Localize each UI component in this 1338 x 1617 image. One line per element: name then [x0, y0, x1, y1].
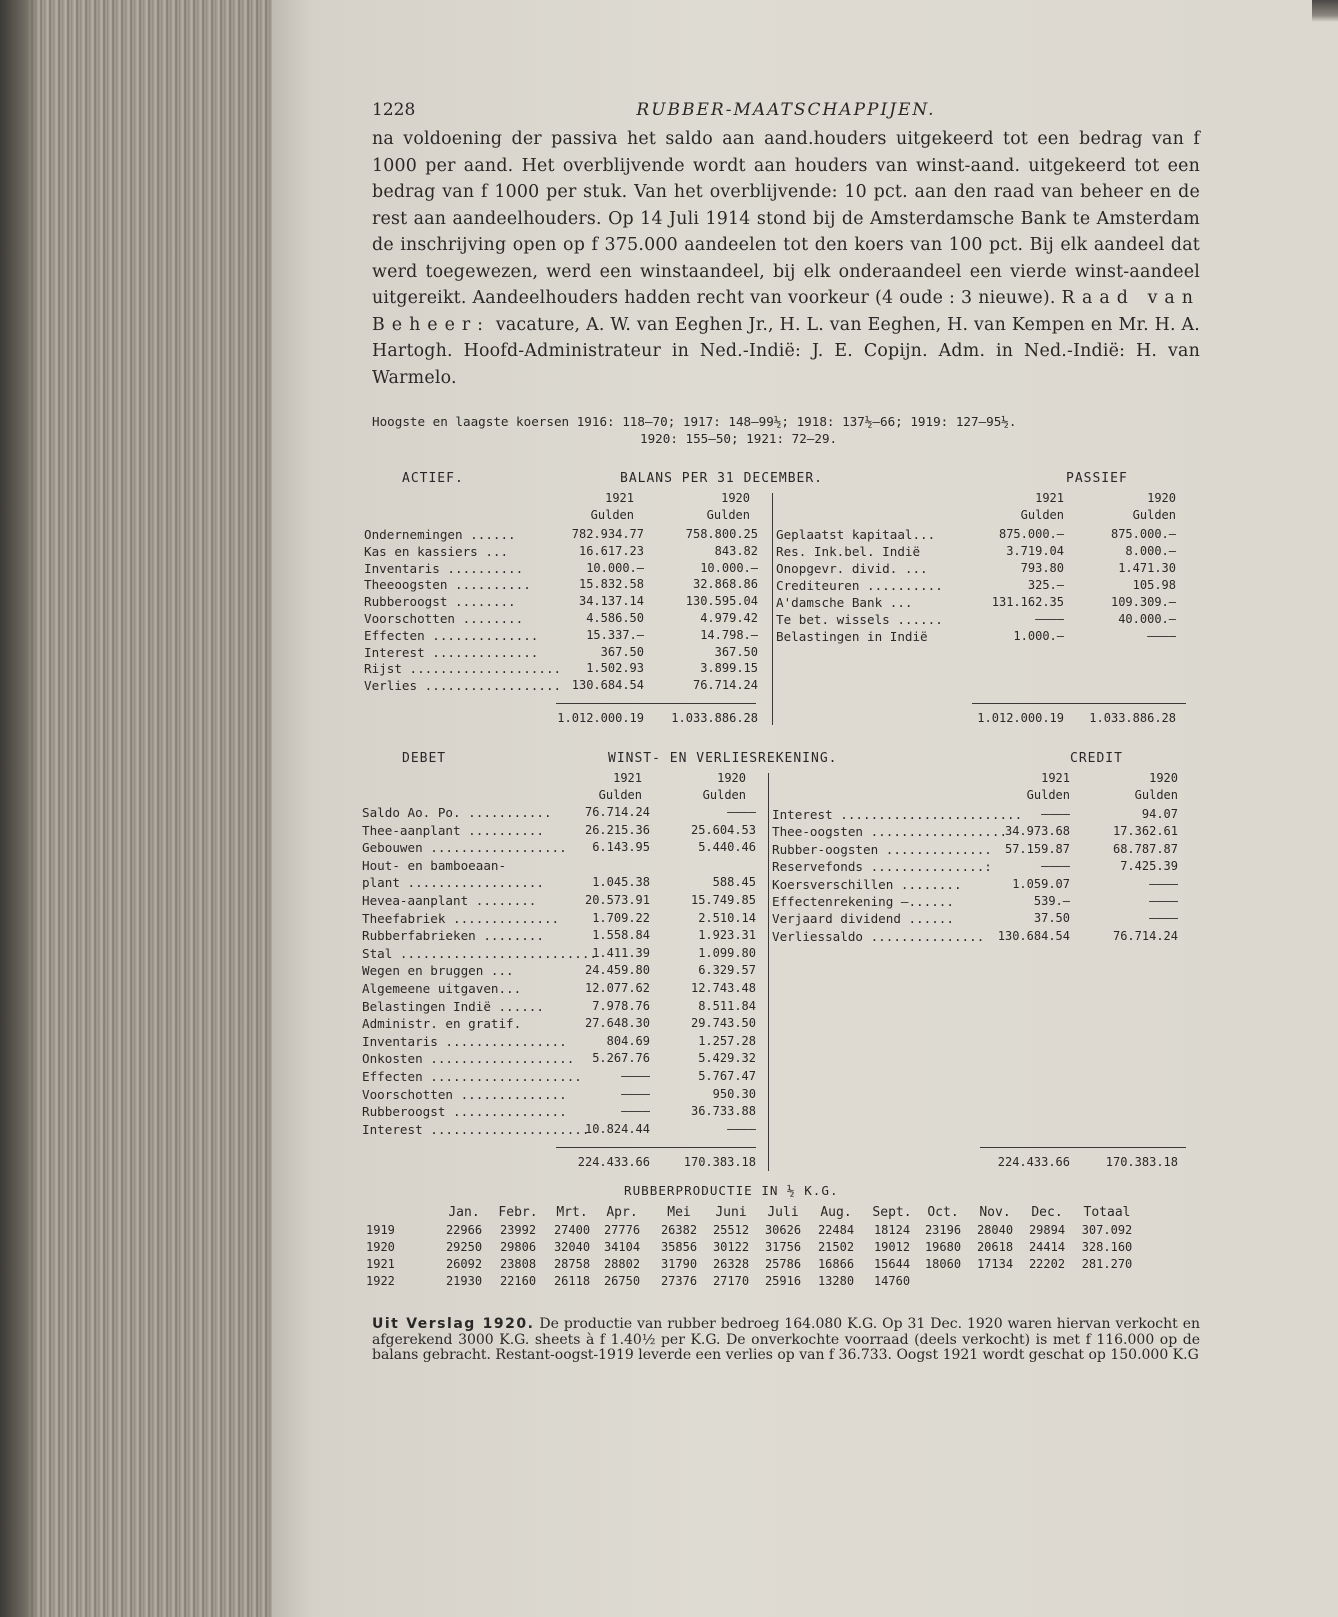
- passief-row-label: Geplaatst kapitaal...: [776, 527, 936, 542]
- page-content: [362, 96, 1200, 1363]
- actief-year-1921: 1921: [605, 491, 634, 505]
- debet-row-1921: 26.215.36: [584, 822, 650, 837]
- productie-month-head: Nov.: [979, 1205, 1011, 1220]
- debet-row-label: Wegen en bruggen ...: [362, 963, 514, 979]
- productie-month-head: Dec.: [1031, 1205, 1063, 1220]
- credit-unit-1921: Gulden: [1026, 788, 1070, 802]
- credit-row-1920: ————: [1149, 876, 1178, 891]
- debet-row-1920: ————: [727, 1121, 756, 1136]
- productie-month-head: Jan.: [448, 1205, 480, 1220]
- debet-row-1920: 5.767.47: [698, 1069, 756, 1083]
- productie-cell: 29250: [445, 1240, 483, 1254]
- credit-row-label: Koersverschillen ........: [772, 876, 962, 892]
- actief-row-1920: 32.868.86: [692, 577, 758, 592]
- debet-row-1920: 5.440.46: [698, 840, 756, 855]
- actief-row-label: Kas en kassiers ...: [364, 543, 509, 559]
- debet-row-1920: 1.099.80: [698, 945, 756, 960]
- debet-row-label: Rubberoogst ...............: [362, 1104, 567, 1120]
- verslag-label: Uit Verslag 1920.: [372, 1316, 535, 1332]
- productie-cell: 18060: [924, 1257, 962, 1271]
- productie-month-head: Aug.: [820, 1205, 852, 1220]
- productie-cell: 22160: [499, 1274, 537, 1288]
- debet-row-label: Thee-aanplant ..........: [362, 822, 544, 838]
- actief-row-1920: 10.000.—: [700, 560, 758, 575]
- productie-cell: 27170: [712, 1274, 750, 1288]
- actief-row-label: Ondernemingen ......: [364, 527, 516, 542]
- debet-total-rule: [556, 1147, 756, 1148]
- productie-cell: 23992: [499, 1223, 537, 1237]
- debet-row-label: plant ..................: [362, 875, 544, 891]
- productie-cell: 21930: [445, 1274, 483, 1288]
- passief-unit-1920: Gulden: [1132, 508, 1176, 522]
- credit-row-label: Interest ........................: [772, 807, 1023, 822]
- productie-cell: 28758: [553, 1257, 591, 1271]
- debet-year-1921-head: 1921: [613, 771, 642, 785]
- credit-row-1921: ————: [1041, 807, 1070, 821]
- passief-row-1920: 1.471.30: [1118, 561, 1176, 575]
- productie-cell: 307.092: [1081, 1223, 1133, 1237]
- credit-row-1920: 7.425.39: [1120, 859, 1178, 874]
- productie-cell: 31756: [764, 1240, 802, 1254]
- debet-row-1921: 20.573.91: [584, 893, 650, 907]
- productie-cell: 328.160: [1081, 1240, 1133, 1254]
- passief-row-1920: 105.98: [1132, 578, 1176, 592]
- productie-cell: 17134: [976, 1257, 1014, 1271]
- debet-row-1920: 1.257.28: [698, 1033, 756, 1048]
- actief-row-label: Theeoogsten ..........: [364, 577, 531, 593]
- credit-row-label: Effectenrekening —......: [772, 894, 954, 909]
- productie-month-head: Apr.: [606, 1205, 638, 1220]
- verslag-text: De productie van rubber bedroeg 164.080 K.G. Op 31 Dec. 1920 waren hiervan verkocht en afgerekend 3000 K.G. sheets à f 1.40½ per K.G. De onverkochte voorraad (deels verkocht) is met f 116.000 op de balans gebracht. Restant-oogst-1919 leverde een verlies op van f 36.733. Oogst 1921 wordt geschat op 150.000 K.G: [372, 1316, 1200, 1363]
- credit-row-1920: 76.714.24: [1112, 928, 1178, 943]
- productie-cell: 29806: [499, 1240, 537, 1254]
- actief-row-1920: 758.800.25: [685, 527, 758, 541]
- debet-row-1920: 15.749.85: [690, 893, 756, 907]
- intro-text: [372, 126, 1200, 391]
- passief-row-label: Onopgevr. divid. ...: [776, 561, 928, 576]
- credit-total-1921: 224.433.66: [997, 1155, 1070, 1169]
- credit-row-1921: 34.973.68: [1004, 824, 1070, 839]
- credit-row-1920: 94.07: [1141, 807, 1178, 821]
- intro-part-1: na voldoening der passiva het saldo aan aand.houders uitgekeerd tot een bedrag van f 1000 per aand. Het overblijvende wordt aan houders van winst-aand. uitgekeerd tot een bedrag van f 1000 per stuk. Van het overblijvende: 10 pct. aan den raad van beheer en de rest aan aandeelhouders. Op 14 Juli 1914 stond bij de Amsterdamsche Bank te Amsterdam de inschrijving open op f 375.000 aandeelen tot den koers van 100 pct. Bij elk aandeel dat werd toegewezen, werd een winstaandeel, bij elk onderaandeel een vierde winst-aandeel uitgereikt. Aandeelhouders hadden recht van voorkeur (4 oude : 3 nieuwe).: [372, 129, 1200, 308]
- debet-total-1920: 170.383.18: [683, 1155, 756, 1169]
- actief-row-1921: 34.137.14: [578, 594, 644, 609]
- balans-divider: [772, 493, 773, 725]
- productie-cell: 25512: [712, 1223, 750, 1237]
- actief-unit-1921: Gulden: [590, 508, 634, 522]
- passief-unit-1921: Gulden: [1020, 508, 1064, 522]
- productie-title: RUBBERPRODUCTIE IN ½ K.G.: [624, 1183, 839, 1198]
- passief-total-1921: 1.012.000.19: [977, 711, 1064, 725]
- debet-total-1921: 224.433.66: [577, 1155, 650, 1169]
- passief-row-1921: 325.—: [1027, 578, 1064, 592]
- debet-row-label: Belastingen Indië ......: [362, 998, 544, 1014]
- credit-row-label: Rubber-oogsten ..............: [772, 841, 992, 857]
- debet-row-label: Saldo Ao. Po. ...........: [362, 805, 552, 820]
- productie-cell: 27400: [553, 1223, 591, 1237]
- credit-row-1921: 57.159.87: [1004, 841, 1070, 856]
- passief-row-1921: 3.719.04: [1006, 544, 1064, 558]
- koersen-line-1: Hoogste en laagste koersen 1916: 118—70; 1917: 148—99½; 1918: 137½—66; 1919: 127—95½.: [372, 414, 1017, 429]
- passief-row-1920: 109.309.—: [1110, 595, 1176, 609]
- productie-cell: 21502: [817, 1240, 855, 1254]
- credit-row-1920: 68.787.87: [1112, 841, 1178, 856]
- debet-year-1920-head: 1920: [717, 771, 746, 785]
- productie-month-head: Oct.: [927, 1205, 959, 1220]
- debet-row-label: Effecten ....................: [362, 1069, 582, 1084]
- productie-cell: 30626: [764, 1223, 802, 1237]
- productie-cell: 16866: [817, 1257, 855, 1271]
- credit-row-label: Thee-oogsten ..................: [772, 824, 1008, 840]
- debet-row-label: Stal ..........................: [362, 945, 598, 961]
- passief-row-1920: 875.000.—: [1110, 527, 1176, 541]
- productie-cell: 34104: [603, 1240, 641, 1254]
- passief-row-1921: 793.80: [1020, 561, 1064, 575]
- productie-cell: 31790: [660, 1257, 698, 1271]
- actief-heading: ACTIEF.: [402, 471, 464, 486]
- passief-row-label: Res. Ink.bel. Indië: [776, 544, 921, 559]
- productie-cell: 35856: [660, 1240, 698, 1254]
- productie-cell: 19680: [924, 1240, 962, 1254]
- actief-unit-1920: Gulden: [706, 508, 750, 522]
- debet-row-1921: 804.69: [606, 1033, 650, 1048]
- actief-row-1921: 15.832.58: [578, 577, 644, 592]
- productie-cell: 25916: [764, 1274, 802, 1288]
- passief-row-label: Te bet. wissels ......: [776, 612, 943, 627]
- productie-cell: 13280: [817, 1274, 855, 1288]
- debet-row-label: Hout- en bamboeaan-: [362, 857, 507, 873]
- productie-year: 1922: [366, 1274, 395, 1288]
- productie-cell: 24414: [1028, 1240, 1066, 1254]
- productie-cell: 30122: [712, 1240, 750, 1254]
- passief-year-1921: 1921: [1035, 491, 1064, 505]
- credit-row-label: Reservefonds ...............:: [772, 859, 992, 875]
- passief-heading: PASSIEF: [1066, 471, 1128, 486]
- balans-section: [364, 465, 1200, 735]
- passief-row-1921: 131.162.35: [991, 595, 1064, 609]
- debet-row-1920: 5.429.32: [698, 1051, 756, 1066]
- actief-row-1921: 782.934.77: [571, 527, 644, 541]
- page-top-shadow: [1312, 0, 1338, 22]
- credit-row-1921: ————: [1041, 859, 1070, 874]
- debet-row-1921: 12.077.62: [584, 981, 650, 995]
- credit-year-1921-head: 1921: [1041, 771, 1070, 785]
- debet-row-1921: 1.045.38: [592, 875, 650, 890]
- actief-row-1920: 14.798.—: [700, 627, 758, 642]
- actief-row-1920: 367.50: [714, 644, 758, 659]
- actief-row-1920: 3.899.15: [700, 661, 758, 676]
- credit-row-label: Verjaard dividend ......: [772, 911, 954, 927]
- koersen-block: [372, 413, 1200, 447]
- debet-row-1921: 1.709.22: [592, 910, 650, 925]
- raad-van-beheer-label: Raad van Beheer:: [372, 288, 1200, 335]
- balans-title: BALANS PER 31 DECEMBER.: [620, 471, 824, 486]
- debet-row-1920: 588.45: [712, 875, 756, 890]
- credit-row-1921: 130.684.54: [997, 928, 1070, 943]
- productie-month-head: Juni: [715, 1205, 747, 1220]
- passief-row-label: Crediteuren ..........: [776, 578, 943, 593]
- productie-cell: 29894: [1028, 1223, 1066, 1237]
- actief-row-1920: 130.595.04: [685, 594, 758, 609]
- debet-row-1921: ————: [621, 1086, 650, 1101]
- debet-row-1920: 6.329.57: [698, 963, 756, 978]
- productie-cell: 25786: [764, 1257, 802, 1271]
- debet-row-1920: ————: [727, 805, 756, 819]
- page-number: 1228: [372, 100, 416, 120]
- productie-year: 1920: [366, 1240, 395, 1254]
- passief-row-label: A'damsche Bank ...: [776, 595, 913, 610]
- debet-row-1920: 2.510.14: [698, 910, 756, 925]
- page-header: [372, 96, 1200, 126]
- credit-row-1920: 17.362.61: [1112, 824, 1178, 839]
- productie-year: 1919: [366, 1223, 395, 1237]
- actief-row-label: Interest ..............: [364, 644, 539, 660]
- debet-row-1921: 7.978.76: [592, 998, 650, 1013]
- winst-divider: [768, 773, 769, 1171]
- debet-row-1921: ————: [621, 1104, 650, 1119]
- debet-row-label: Gebouwen ..................: [362, 840, 567, 856]
- productie-cell: 20618: [976, 1240, 1014, 1254]
- debet-row-1920: 8.511.84: [698, 998, 756, 1013]
- actief-row-1920: 76.714.24: [692, 678, 758, 693]
- actief-total-rule: [556, 703, 756, 704]
- actief-row-1920: 843.82: [714, 543, 758, 558]
- credit-total-rule: [980, 1147, 1186, 1148]
- actief-row-label: Voorschotten ........: [364, 611, 524, 626]
- actief-row-label: Rubberoogst ........: [364, 594, 516, 610]
- productie-cell: 281.270: [1081, 1257, 1133, 1271]
- actief-total-1920: 1.033.886.28: [671, 711, 758, 725]
- productie-cell: 26328: [712, 1257, 750, 1271]
- productie-cell: 22202: [1028, 1257, 1066, 1271]
- koersen-line-2: 1920: 155—50; 1921: 72—29.: [640, 431, 838, 446]
- passief-total-1920: 1.033.886.28: [1089, 711, 1176, 725]
- debet-row-label: Algemeene uitgaven...: [362, 981, 522, 996]
- productie-year: 1921: [366, 1257, 395, 1271]
- productie-cell: 28040: [976, 1223, 1014, 1237]
- passief-row-1921: 1.000.—: [1013, 629, 1064, 643]
- productie-month-head: Sept.: [872, 1205, 912, 1220]
- productie-month-head: Mrt.: [556, 1205, 588, 1220]
- debet-row-label: Voorschotten ..............: [362, 1086, 567, 1102]
- productie-cell: 26750: [603, 1274, 641, 1288]
- debet-unit-1921: Gulden: [598, 788, 642, 802]
- productie-cell: 14760: [873, 1274, 911, 1288]
- passief-year-1920: 1920: [1147, 491, 1176, 505]
- passief-row-1921: 875.000.—: [998, 527, 1064, 541]
- debet-row-1921: ————: [621, 1069, 650, 1083]
- debet-row-label: Onkosten ...................: [362, 1051, 575, 1067]
- debet-unit-1920: Gulden: [702, 788, 746, 802]
- credit-row-1921: 539.—: [1033, 894, 1070, 908]
- productie-month-head: Totaal: [1083, 1205, 1131, 1220]
- debet-row-label: Hevea-aanplant ........: [362, 893, 537, 908]
- productie-cell: 32040: [553, 1240, 591, 1254]
- book-page-edges: [0, 0, 272, 1617]
- actief-row-1921: 130.684.54: [571, 678, 644, 693]
- credit-row-1920: ————: [1149, 894, 1178, 908]
- actief-row-label: Inventaris ..........: [364, 560, 524, 576]
- passief-row-1921: ————: [1035, 612, 1064, 626]
- verslag-paragraph: [372, 1317, 1200, 1364]
- credit-unit-1920: Gulden: [1134, 788, 1178, 802]
- debet-row-1920: 12.743.48: [690, 981, 756, 995]
- actief-row-label: Effecten ..............: [364, 627, 539, 643]
- passief-row-1920: 40.000.—: [1118, 612, 1176, 626]
- productie-cell: 23808: [499, 1257, 537, 1271]
- actief-row-1921: 16.617.23: [578, 543, 644, 558]
- productie-month-head: Mei: [667, 1205, 691, 1220]
- debet-row-1921: 6.143.95: [592, 840, 650, 855]
- intro-paragraph: [372, 126, 1200, 391]
- debet-row-1920: 29.743.50: [690, 1016, 756, 1031]
- intro-part-2: vacature, A. W. van Eeghen Jr., H. L. van Eeghen, H. van Kempen en Mr. H. A. Hartogh. Hoofd-Administrateur in Ned.-Indië: J. E. Copijn. Adm. in Ned.-Indië: H. van Warmelo.: [372, 314, 1200, 388]
- actief-row-1921: 367.50: [600, 644, 644, 659]
- debet-row-1920: 36.733.88: [690, 1104, 756, 1119]
- debet-row-label: Interest .....................: [362, 1121, 590, 1137]
- debet-row-label: Theefabriek ..............: [362, 910, 560, 926]
- productie-cell: 27376: [660, 1274, 698, 1288]
- debet-row-1920: 1.923.31: [698, 928, 756, 943]
- actief-row-1921: 4.586.50: [586, 611, 644, 625]
- debet-row-1921: 5.267.76: [592, 1051, 650, 1066]
- passief-row-1920: 8.000.—: [1125, 544, 1176, 558]
- credit-row-label: Verliessaldo ...............: [772, 928, 985, 944]
- debet-row-1921: 1.411.39: [592, 945, 650, 960]
- winst-title: WINST- EN VERLIESREKENING.: [608, 751, 838, 766]
- credit-row-1920: ————: [1149, 911, 1178, 926]
- productie-cell: 19012: [873, 1240, 911, 1254]
- productie-month-head: Febr.: [498, 1205, 538, 1220]
- productie-cell: 26382: [660, 1223, 698, 1237]
- debet-row-1921: 27.648.30: [584, 1016, 650, 1031]
- productie-month-head: Juli: [767, 1205, 799, 1220]
- productie-cell: 22966: [445, 1223, 483, 1237]
- productie-section: [366, 1183, 1200, 1313]
- productie-cell: 28802: [603, 1257, 641, 1271]
- productie-cell: 26092: [445, 1257, 483, 1271]
- actief-total-1921: 1.012.000.19: [557, 711, 644, 725]
- credit-total-1920: 170.383.18: [1105, 1155, 1178, 1169]
- productie-cell: 15644: [873, 1257, 911, 1271]
- credit-row-1921: 37.50: [1033, 911, 1070, 926]
- actief-row-1921: 1.502.93: [586, 661, 644, 676]
- actief-row-1921: 15.337.—: [586, 627, 644, 642]
- productie-cell: 27776: [603, 1223, 641, 1237]
- credit-row-1921: 1.059.07: [1012, 876, 1070, 891]
- debet-row-1920: 25.604.53: [690, 822, 756, 837]
- actief-row-label: Verlies ..................: [364, 678, 562, 694]
- actief-row-1921: 10.000.—: [586, 560, 644, 575]
- productie-cell: 18124: [873, 1223, 911, 1237]
- productie-cell: 22484: [817, 1223, 855, 1237]
- debet-row-label: Rubberfabrieken ........: [362, 928, 544, 944]
- running-title: RUBBER-MAATSCHAPPIJEN.: [636, 100, 936, 120]
- actief-row-1920: 4.979.42: [700, 611, 758, 625]
- debet-row-1921: 10.824.44: [584, 1121, 650, 1136]
- credit-year-1920-head: 1920: [1149, 771, 1178, 785]
- debet-row-label: Inventaris ................: [362, 1033, 567, 1049]
- actief-year-1920: 1920: [721, 491, 750, 505]
- debet-row-label: Administr. en gratif.: [362, 1016, 522, 1032]
- debet-row-1920: 950.30: [712, 1086, 756, 1101]
- debet-row-1921: 24.459.80: [584, 963, 650, 978]
- debet-row-1921: 1.558.84: [592, 928, 650, 943]
- productie-cell: 23196: [924, 1223, 962, 1237]
- passief-total-rule: [972, 703, 1186, 704]
- credit-heading: CREDIT: [1070, 751, 1123, 766]
- productie-cell: 26118: [553, 1274, 591, 1288]
- passief-row-label: Belastingen in Indië: [776, 629, 928, 644]
- passief-row-1920: ————: [1147, 629, 1176, 643]
- debet-heading: DEBET: [402, 751, 447, 766]
- book-page: [272, 0, 1338, 1617]
- winst-verlies-section: [362, 743, 1200, 1183]
- debet-row-1921: 76.714.24: [584, 805, 650, 819]
- actief-row-label: Rijst ....................: [364, 661, 562, 677]
